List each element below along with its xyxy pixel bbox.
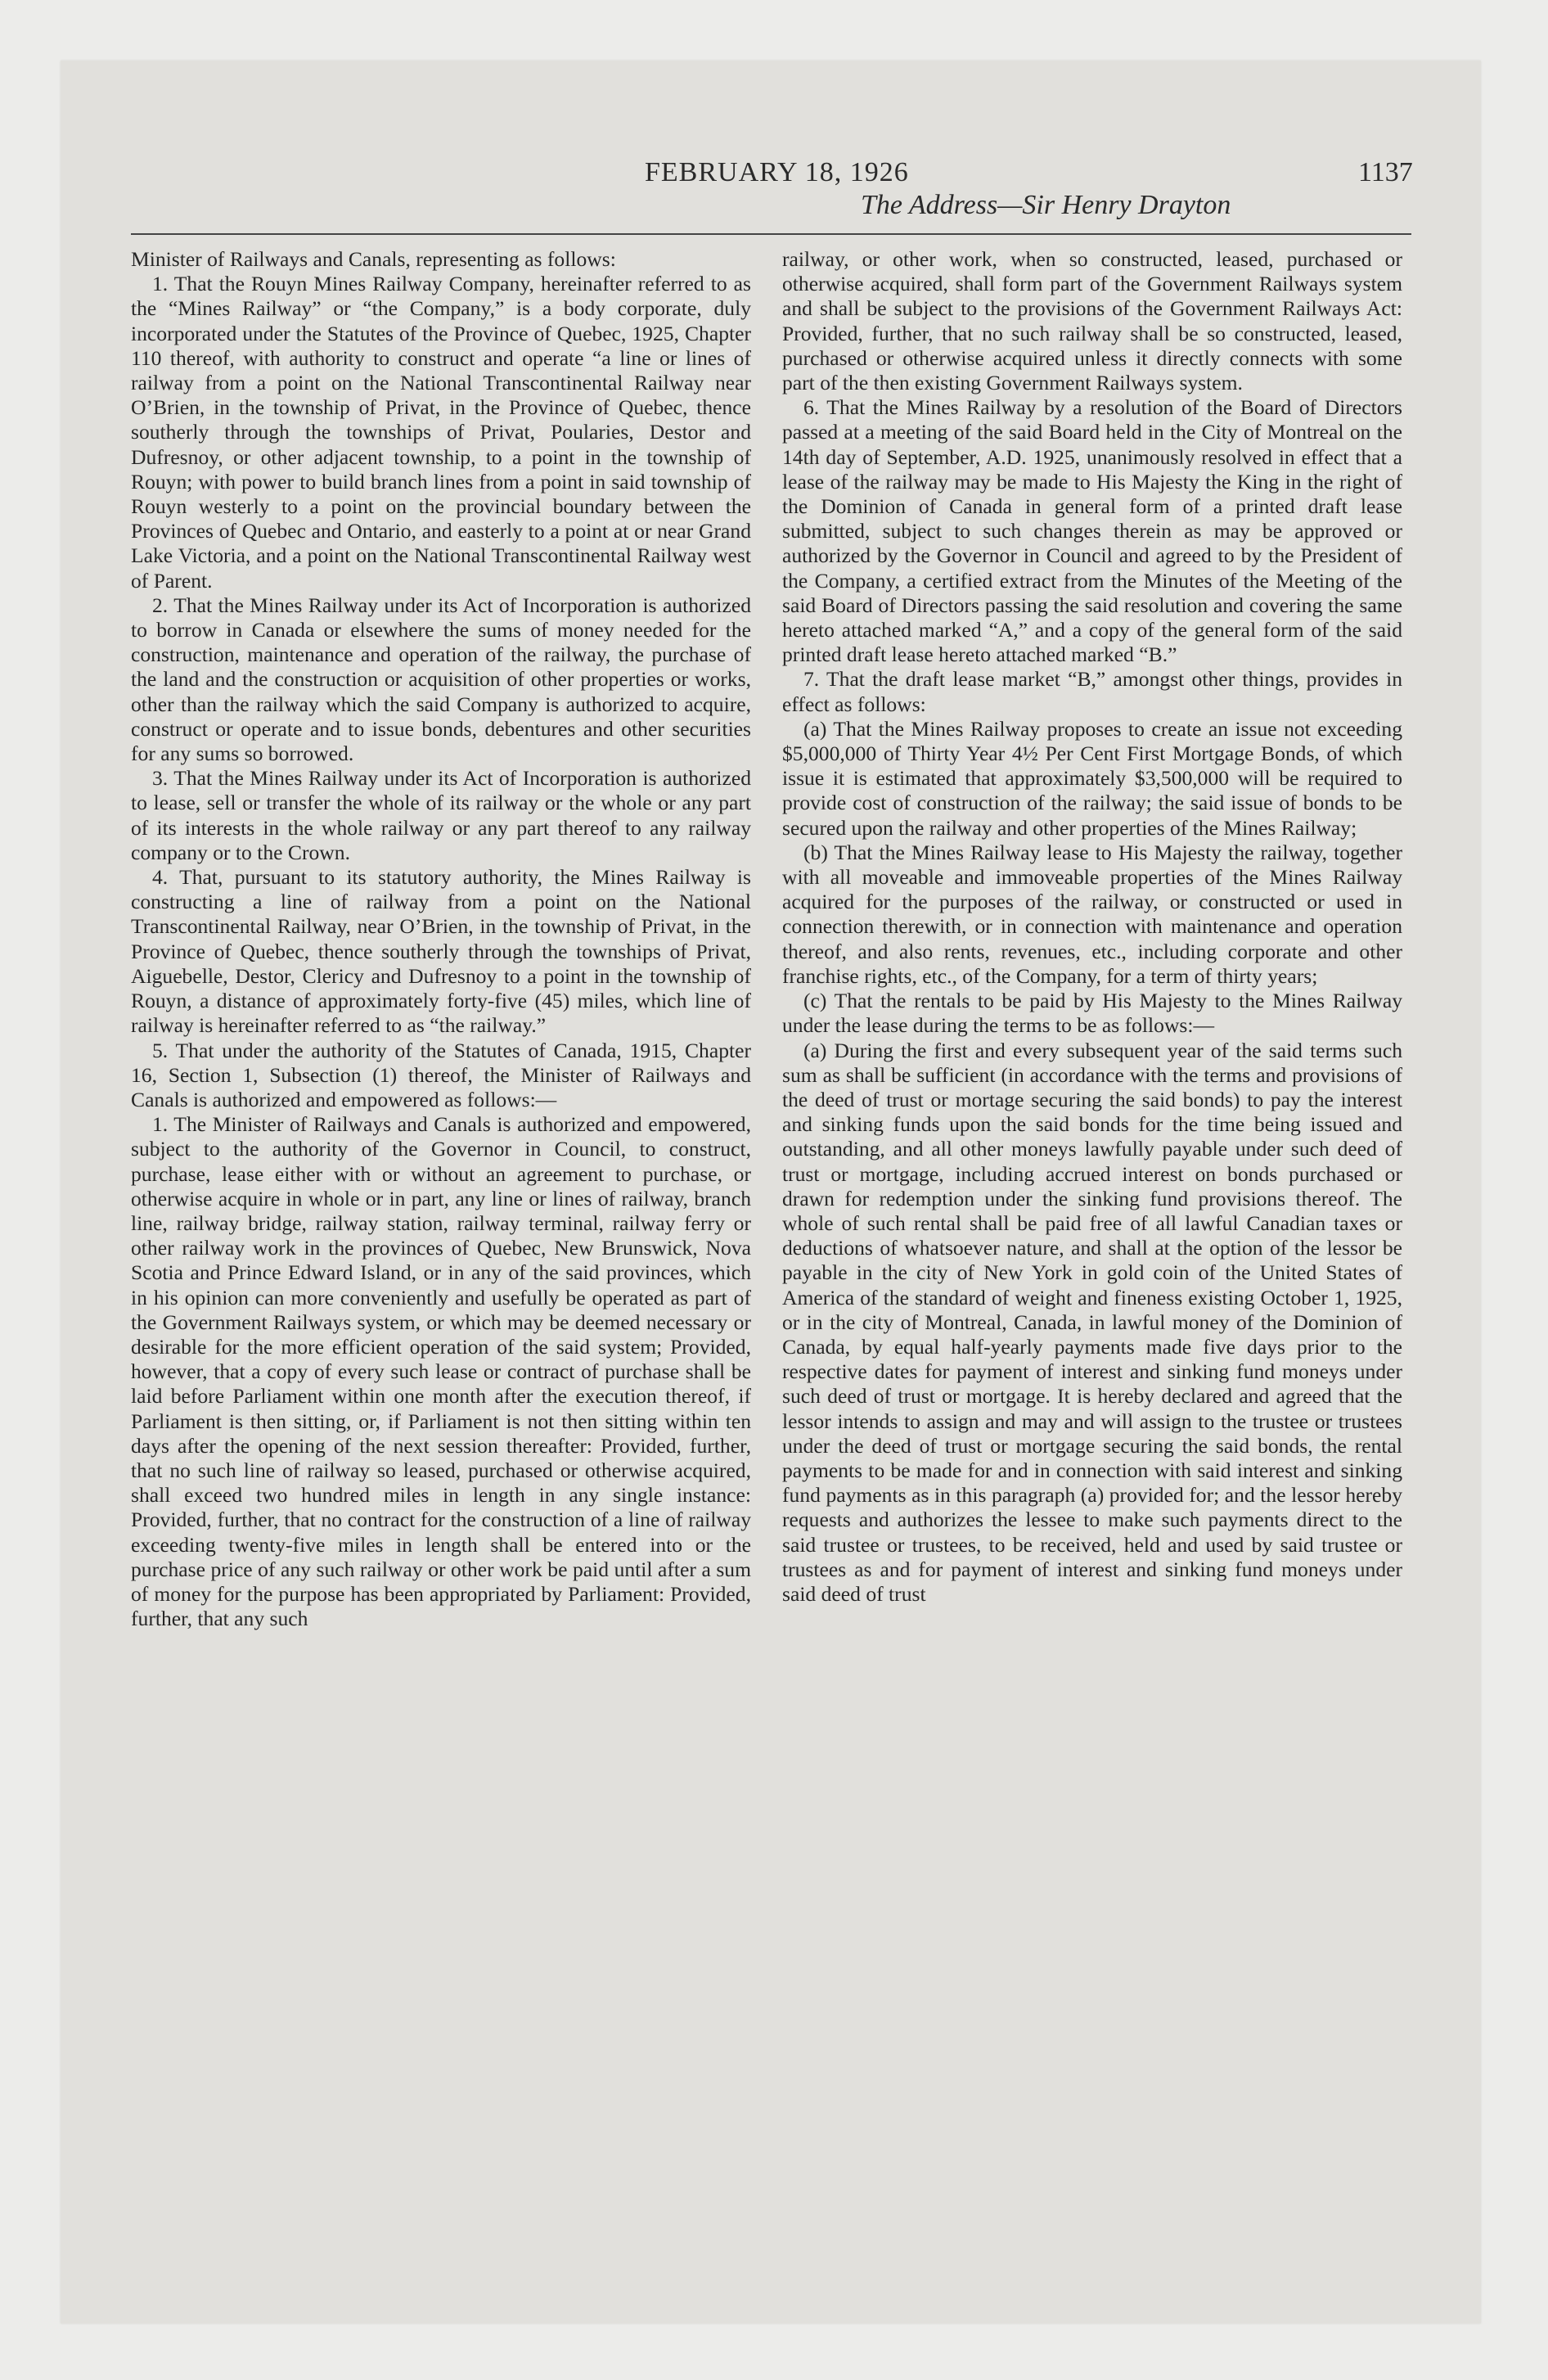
header-rule (131, 233, 1411, 235)
paragraph: 3. That the Mines Railway under its Act of Incorporation is authorized to lease, sell or transfer the whole of its railway or the whole or any part of its interests in the whole railway or any part thereof to any railway company or to the Crown. (131, 766, 751, 864)
paragraph: 2. That the Mines Railway under its Act of Incorporation is authorized to borrow in Canada or elsewhere the sums of money needed for the construction, maintenance and operation of the railway, the purchase of the land and the construction or acquisition of other properties or works, other than the railway which the said Company is authorized to acquire, construct or operate and to issue bonds, debentures and other securities for any sums so borrowed. (131, 593, 751, 766)
paragraph: Minister of Railways and Canals, representing as follows: (131, 247, 616, 271)
left-column (131, 247, 751, 1631)
header-date: FEBRUARY 18, 1926 (645, 157, 909, 187)
paragraph: 1. The Minister of Railways and Canals is authorized and empowered, subject to the authority of the Governor in Council, to construct, purchase, lease either with or without an agreement to purchase, or otherwise acquire in whole or in part, any line or lines of railway, branch line, railway bridge, railway station, railway terminal, railway ferry or other railway work in the provinces of Quebec, New Brunswick, Nova Scotia and Prince Edward Island, or in any of the said provinces, which in his opinion can more conveniently and usefully be operated as part of the Government Railways system, or which may be deemed necessary or desirable for the more efficient operation of the said system; Provided, however, that a copy of every such lease or contract of purchase shall be laid before Parliament within one month after the execution thereof, if Parliament is then sitting, or, if Parliament is not then sitting within ten days after the opening of the next session thereafter: Provided, further, that no such line of railway so leased, purchased or otherwise acquired, shall exceed two hundred miles in length in any single instance: Provided, further, that no contract for the construction of a line of railway exceeding twenty-five miles in length shall be entered into or the purchase price of any such railway or other work be paid until after a sum of money for the purpose has been appropriated by Parliament: Provided, further, that any such (131, 1112, 751, 1631)
paragraph: (b) That the Mines Railway lease to His Majesty the railway, together with all moveable and immoveable properties of the Mines Railway acquired for the purposes of the railway, or constructed or used in connection therewith, or in connection with maintenance and operation thereof, and also rents, revenues, etc., including corporate and other franchise rights, etc., of the Company, for a term of thirty years; (782, 840, 1402, 988)
paragraph: 7. That the draft lease market “B,” amongst other things, provides in effect as follows: (782, 667, 1402, 716)
paragraph: 4. That, pursuant to its statutory authority, the Mines Railway is constructing a line of railway from a point on the National Transcontinental Railway, near O’Brien, in the township of Privat, in the Province of Quebec, thence southerly through the townships of Privat, Aiguebelle, Destor, Clericy and Dufresnoy to a point in the township of Rouyn, a distance of approximately forty-five (45) miles, which line of railway is hereinafter referred to as “the railway.” (131, 865, 751, 1038)
right-column (782, 247, 1402, 1607)
paragraph: (a) That the Mines Railway proposes to create an issue not exceeding $5,000,000 of Thirty Year 4½ Per Cent First Mortgage Bonds, of which issue it is estimated that approximately $3,500,000 will be required to provide cost of construction of the railway; the said issue of bonds to be secured upon the railway and other properties of the Mines Railway; (782, 716, 1402, 840)
paragraph: railway, or other work, when so constructed, leased, purchased or otherwise acquired, shall form part of the Government Railways system and shall be subject to the provisions of the Government Railways Act: Provided, further, that no such railway shall be so constructed, leased, purchased or otherwise acquired unless it directly connects with some part of the then existing Government Railways system. (782, 247, 1402, 395)
paragraph: 5. That under the authority of the Statutes of Canada, 1915, Chapter 16, Section 1, Subsection (1) thereof, the Minister of Railways and Canals is authorized and empowered as follows:— (131, 1038, 751, 1111)
paragraph: 6. That the Mines Railway by a resolution of the Board of Directors passed at a meeting of the said Board held in the City of Montreal on the 14th day of September, A.D. 1925, unanimously resolved in effect that a lease of the railway may be made to His Majesty the King in the right of the Dominion of Canada in general form of a printed draft lease submitted, subject to such changes therein as may be approved or authorized by the Governor in Council and agreed to by the President of the Company, a certified extract from the Minutes of the Meeting of the said Board of Directors passing the said resolution and covering the same hereto attached marked “A,” and a copy of the general form of the said printed draft lease hereto attached marked “B.” (782, 395, 1402, 667)
paragraph: (a) During the first and every subsequent year of the said terms such sum as shall be sufficient (in accordance with the terms and provisions of the deed of trust or mortage securing the said bonds) to pay the interest and sinking funds upon the said bonds for the time being issued and outstanding, and all other moneys lawfully payable under such deed of trust or mortgage, including accrued interest on bonds purchased or drawn for redemption under the sinking fund provisions thereof. The whole of such rental shall be paid free of all lawful Canadian taxes or deductions of whatsoever nature, and shall at the option of the lessor be payable in the city of New York in gold coin of the United States of America of the standard of weight and fineness existing October 1, 1925, or in the city of Montreal, Canada, in lawful money of the Dominion of Canada, by equal half-yearly payments made five days prior to the respective dates for payment of interest and sinking fund moneys under such deed of trust or mortgage. It is hereby declared and agreed that the lessor intends to assign and may and will assign to the trustee or trustees under the deed of trust or mortgage securing the said bonds, the rental payments to be made for and in connection with said interest and sinking fund payments as in this paragraph (a) provided for; and the lessor hereby requests and authorizes the lessee to make such payments direct to the said trustee or trustees, to be received, held and used by said trustee or trustees as and for payment of interest and sinking fund moneys under said deed of trust (782, 1038, 1402, 1606)
paragraph: (c) That the rentals to be paid by His Majesty to the Mines Railway under the lease during the terms to be as follows:— (782, 989, 1402, 1038)
paragraph: 1. That the Rouyn Mines Railway Company, hereinafter referred to as the “Mines Railway” or “the Company,” is a body corporate, duly incorporated under the Statutes of the Province of Quebec, 1925, Chapter 110 thereof, with authority to construct and operate “a line or lines of railway from a point on the National Transcontinental Railway near O’Brien, in the township of Privat, in the Province of Quebec, thence southerly through the townships of Privat, Poularies, Destor and Dufresnoy, or other adjacent township, to a point in the township of Rouyn; with power to build branch lines from a point in said township of Rouyn westerly to a point on the provincial boundary between the Provinces of Quebec and Ontario, and easterly to a point at or near Grand Lake Victoria, and a point on the National Transcontinental Railway west of Parent. (131, 272, 751, 593)
header-subtitle: The Address—Sir Henry Drayton (861, 190, 1231, 220)
page-number: 1137 (1358, 157, 1413, 187)
